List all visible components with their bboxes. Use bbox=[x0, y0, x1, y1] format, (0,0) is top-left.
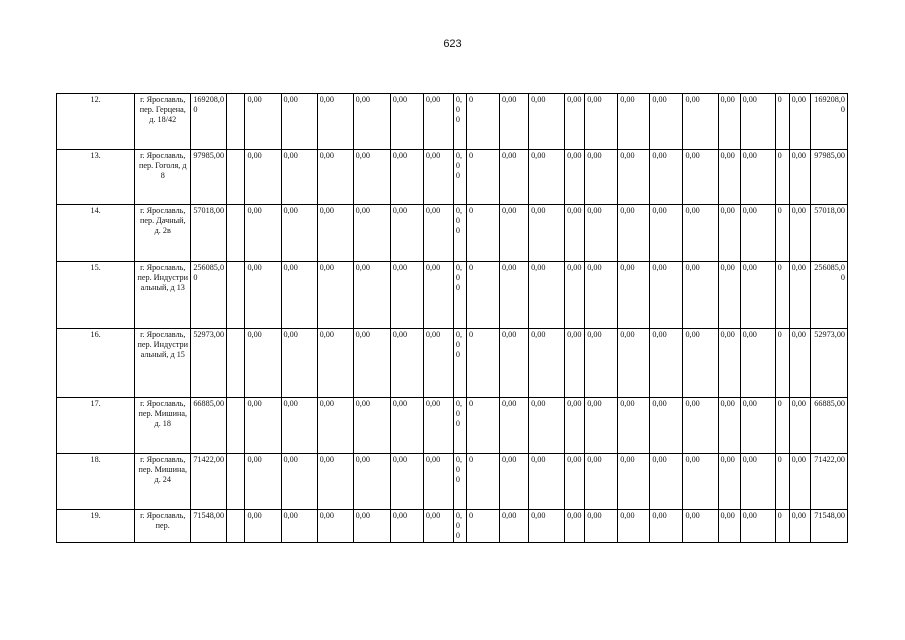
amount-cell: 71422,00 bbox=[191, 454, 227, 510]
zero-value-cell: 0 bbox=[466, 150, 499, 205]
zero-value-cell: 0,00 bbox=[585, 398, 618, 454]
zero-value-cell: 0,00 bbox=[390, 205, 423, 262]
row-number-cell: 18. bbox=[57, 454, 135, 510]
address-cell: г. Ярославль, пер. bbox=[135, 510, 191, 543]
zero-value-cell: 0,00 bbox=[281, 262, 317, 329]
zero-value-cell: 0,00 bbox=[500, 150, 529, 205]
zero-value-cell: 0 bbox=[466, 454, 499, 510]
zero-value-cell: 0,00 bbox=[683, 510, 718, 543]
table-row bbox=[57, 398, 848, 454]
zero-value-cell: 0 bbox=[775, 94, 789, 150]
zero-value-cell: 0,00 bbox=[317, 510, 353, 543]
zero-value-cell: 0,00 bbox=[423, 262, 453, 329]
zero-value-cell: 0,00 bbox=[390, 150, 423, 205]
zero-value-cell: 0,00 bbox=[281, 205, 317, 262]
zero-value-cell: 0,00 bbox=[423, 205, 453, 262]
empty-cell bbox=[227, 510, 245, 543]
zero-value-cell: 0,00 bbox=[281, 454, 317, 510]
zero-value-cell: 0,00 bbox=[453, 262, 466, 329]
zero-value-cell: 0,00 bbox=[585, 454, 618, 510]
total-cell: 71422,00 bbox=[810, 454, 847, 510]
zero-value-cell: 0,00 bbox=[565, 510, 585, 543]
zero-value-cell: 0 bbox=[775, 150, 789, 205]
zero-value-cell: 0,00 bbox=[245, 205, 281, 262]
zero-value-cell: 0,00 bbox=[718, 94, 740, 150]
zero-value-cell: 0,00 bbox=[740, 329, 775, 398]
zero-value-cell: 0 bbox=[466, 205, 499, 262]
zero-value-cell: 0,00 bbox=[317, 205, 353, 262]
zero-value-cell: 0,00 bbox=[650, 262, 683, 329]
zero-value-cell: 0,00 bbox=[453, 205, 466, 262]
empty-cell bbox=[227, 262, 245, 329]
zero-value-cell: 0,00 bbox=[650, 398, 683, 454]
zero-value-cell: 0,00 bbox=[650, 205, 683, 262]
zero-value-cell: 0 bbox=[775, 510, 789, 543]
table-row bbox=[57, 510, 848, 543]
table-row bbox=[57, 94, 848, 150]
zero-value-cell: 0,00 bbox=[453, 510, 466, 543]
zero-value-cell: 0,00 bbox=[683, 454, 718, 510]
zero-value-cell: 0 bbox=[775, 454, 789, 510]
empty-cell bbox=[227, 329, 245, 398]
total-cell: 57018,00 bbox=[810, 205, 847, 262]
zero-value-cell: 0,00 bbox=[718, 205, 740, 262]
zero-value-cell: 0 bbox=[466, 329, 499, 398]
zero-value-cell: 0,00 bbox=[317, 262, 353, 329]
zero-value-cell: 0,00 bbox=[353, 329, 390, 398]
total-cell: 169208,00 bbox=[810, 94, 847, 150]
address-cell: г. Ярославль, пер. Герцена, д. 18/42 bbox=[135, 94, 191, 150]
zero-value-cell: 0,00 bbox=[789, 262, 810, 329]
row-number-cell: 14. bbox=[57, 205, 135, 262]
zero-value-cell: 0,00 bbox=[718, 329, 740, 398]
zero-value-cell: 0,00 bbox=[281, 398, 317, 454]
zero-value-cell: 0,00 bbox=[585, 94, 618, 150]
amount-cell: 66885,00 bbox=[191, 398, 227, 454]
zero-value-cell: 0,00 bbox=[585, 510, 618, 543]
zero-value-cell: 0,00 bbox=[317, 329, 353, 398]
zero-value-cell: 0,00 bbox=[353, 150, 390, 205]
zero-value-cell: 0,00 bbox=[500, 94, 529, 150]
zero-value-cell: 0,00 bbox=[618, 329, 650, 398]
zero-value-cell: 0,00 bbox=[565, 205, 585, 262]
zero-value-cell: 0,00 bbox=[453, 150, 466, 205]
address-cell: г. Ярославль, пер. Индустриальный, д 15 bbox=[135, 329, 191, 398]
zero-value-cell: 0,00 bbox=[353, 454, 390, 510]
zero-value-cell: 0,00 bbox=[529, 205, 565, 262]
zero-value-cell: 0,00 bbox=[650, 150, 683, 205]
zero-value-cell: 0,00 bbox=[618, 150, 650, 205]
zero-value-cell: 0,00 bbox=[618, 398, 650, 454]
zero-value-cell: 0,00 bbox=[585, 329, 618, 398]
total-cell: 71548,00 bbox=[810, 510, 847, 543]
zero-value-cell: 0,00 bbox=[565, 94, 585, 150]
zero-value-cell: 0,00 bbox=[423, 329, 453, 398]
zero-value-cell: 0,00 bbox=[618, 205, 650, 262]
empty-cell bbox=[227, 150, 245, 205]
zero-value-cell: 0,00 bbox=[245, 94, 281, 150]
zero-value-cell: 0,00 bbox=[317, 94, 353, 150]
zero-value-cell: 0,00 bbox=[529, 262, 565, 329]
zero-value-cell: 0,00 bbox=[245, 150, 281, 205]
zero-value-cell: 0,00 bbox=[740, 262, 775, 329]
zero-value-cell: 0,00 bbox=[423, 150, 453, 205]
zero-value-cell: 0,00 bbox=[353, 205, 390, 262]
zero-value-cell: 0 bbox=[775, 262, 789, 329]
zero-value-cell: 0,00 bbox=[423, 454, 453, 510]
zero-value-cell: 0,00 bbox=[245, 398, 281, 454]
zero-value-cell: 0,00 bbox=[740, 150, 775, 205]
amount-cell: 169208,00 bbox=[191, 94, 227, 150]
zero-value-cell: 0,00 bbox=[789, 454, 810, 510]
zero-value-cell: 0,00 bbox=[618, 262, 650, 329]
zero-value-cell: 0,00 bbox=[423, 94, 453, 150]
zero-value-cell: 0 bbox=[466, 262, 499, 329]
zero-value-cell: 0,00 bbox=[390, 94, 423, 150]
zero-value-cell: 0,00 bbox=[618, 94, 650, 150]
total-cell: 66885,00 bbox=[810, 398, 847, 454]
amount-cell: 256085,00 bbox=[191, 262, 227, 329]
zero-value-cell: 0,00 bbox=[789, 205, 810, 262]
table-body bbox=[57, 94, 848, 543]
address-cell: г. Ярославль, пер. Дачный, д. 2в bbox=[135, 205, 191, 262]
zero-value-cell: 0,00 bbox=[317, 150, 353, 205]
zero-value-cell: 0,00 bbox=[500, 510, 529, 543]
zero-value-cell: 0 bbox=[466, 398, 499, 454]
zero-value-cell: 0,00 bbox=[353, 510, 390, 543]
zero-value-cell: 0,00 bbox=[353, 262, 390, 329]
row-number-cell: 15. bbox=[57, 262, 135, 329]
table-row bbox=[57, 329, 848, 398]
zero-value-cell: 0,00 bbox=[529, 329, 565, 398]
amount-cell: 57018,00 bbox=[191, 205, 227, 262]
zero-value-cell: 0,00 bbox=[529, 454, 565, 510]
zero-value-cell: 0,00 bbox=[529, 150, 565, 205]
table-row bbox=[57, 262, 848, 329]
total-cell: 256085,00 bbox=[810, 262, 847, 329]
table-row bbox=[57, 150, 848, 205]
zero-value-cell: 0,00 bbox=[740, 94, 775, 150]
zero-value-cell: 0,00 bbox=[740, 510, 775, 543]
zero-value-cell: 0,00 bbox=[585, 205, 618, 262]
zero-value-cell: 0,00 bbox=[789, 510, 810, 543]
zero-value-cell: 0,00 bbox=[789, 398, 810, 454]
zero-value-cell: 0,00 bbox=[618, 454, 650, 510]
zero-value-cell: 0,00 bbox=[718, 510, 740, 543]
zero-value-cell: 0 bbox=[466, 510, 499, 543]
zero-value-cell: 0,00 bbox=[718, 262, 740, 329]
zero-value-cell: 0,00 bbox=[390, 329, 423, 398]
row-number-cell: 12. bbox=[57, 94, 135, 150]
zero-value-cell: 0,00 bbox=[650, 94, 683, 150]
row-number-cell: 16. bbox=[57, 329, 135, 398]
zero-value-cell: 0,00 bbox=[565, 454, 585, 510]
zero-value-cell: 0,00 bbox=[423, 398, 453, 454]
zero-value-cell: 0,00 bbox=[390, 454, 423, 510]
zero-value-cell: 0,00 bbox=[500, 454, 529, 510]
zero-value-cell: 0,00 bbox=[500, 398, 529, 454]
amount-cell: 97985,00 bbox=[191, 150, 227, 205]
zero-value-cell: 0,00 bbox=[281, 510, 317, 543]
zero-value-cell: 0,00 bbox=[650, 454, 683, 510]
zero-value-cell: 0,00 bbox=[317, 454, 353, 510]
page-number: 623 bbox=[443, 38, 462, 50]
row-number-cell: 13. bbox=[57, 150, 135, 205]
zero-value-cell: 0,00 bbox=[281, 150, 317, 205]
zero-value-cell: 0,00 bbox=[565, 329, 585, 398]
zero-value-cell: 0,00 bbox=[789, 94, 810, 150]
zero-value-cell: 0,00 bbox=[281, 329, 317, 398]
zero-value-cell: 0,00 bbox=[740, 205, 775, 262]
zero-value-cell: 0,00 bbox=[453, 454, 466, 510]
zero-value-cell: 0,00 bbox=[353, 94, 390, 150]
zero-value-cell: 0,00 bbox=[718, 454, 740, 510]
total-cell: 52973,00 bbox=[810, 329, 847, 398]
zero-value-cell: 0,00 bbox=[789, 329, 810, 398]
zero-value-cell: 0,00 bbox=[245, 454, 281, 510]
zero-value-cell: 0,00 bbox=[390, 510, 423, 543]
empty-cell bbox=[227, 398, 245, 454]
empty-cell bbox=[227, 205, 245, 262]
zero-value-cell: 0,00 bbox=[390, 398, 423, 454]
empty-cell bbox=[227, 454, 245, 510]
zero-value-cell: 0,00 bbox=[618, 510, 650, 543]
zero-value-cell: 0,00 bbox=[500, 262, 529, 329]
zero-value-cell: 0,00 bbox=[500, 329, 529, 398]
row-number-cell: 19. bbox=[57, 510, 135, 543]
address-cell: г. Ярославль, пер. Гоголя, д 8 bbox=[135, 150, 191, 205]
data-table bbox=[56, 93, 848, 543]
zero-value-cell: 0,00 bbox=[718, 398, 740, 454]
zero-value-cell: 0 bbox=[775, 205, 789, 262]
zero-value-cell: 0,00 bbox=[650, 510, 683, 543]
zero-value-cell: 0,00 bbox=[529, 510, 565, 543]
zero-value-cell: 0,00 bbox=[245, 510, 281, 543]
zero-value-cell: 0,00 bbox=[683, 329, 718, 398]
zero-value-cell: 0,00 bbox=[317, 398, 353, 454]
zero-value-cell: 0,00 bbox=[453, 329, 466, 398]
zero-value-cell: 0,00 bbox=[565, 150, 585, 205]
zero-value-cell: 0,00 bbox=[390, 262, 423, 329]
zero-value-cell: 0,00 bbox=[683, 398, 718, 454]
address-cell: г. Ярославль, пер. Индустриальный, д 13 bbox=[135, 262, 191, 329]
zero-value-cell: 0,00 bbox=[740, 398, 775, 454]
zero-value-cell: 0,00 bbox=[453, 398, 466, 454]
zero-value-cell: 0 bbox=[775, 398, 789, 454]
amount-cell: 52973,00 bbox=[191, 329, 227, 398]
zero-value-cell: 0,00 bbox=[740, 454, 775, 510]
zero-value-cell: 0,00 bbox=[585, 262, 618, 329]
zero-value-cell: 0,00 bbox=[789, 150, 810, 205]
zero-value-cell: 0,00 bbox=[683, 150, 718, 205]
empty-cell bbox=[227, 94, 245, 150]
zero-value-cell: 0,00 bbox=[683, 205, 718, 262]
zero-value-cell: 0,00 bbox=[683, 94, 718, 150]
zero-value-cell: 0,00 bbox=[245, 329, 281, 398]
address-cell: г. Ярославль, пер. Мишина, д. 18 bbox=[135, 398, 191, 454]
zero-value-cell: 0,00 bbox=[423, 510, 453, 543]
amount-cell: 71548,00 bbox=[191, 510, 227, 543]
zero-value-cell: 0,00 bbox=[565, 262, 585, 329]
zero-value-cell: 0,00 bbox=[529, 94, 565, 150]
zero-value-cell: 0 bbox=[775, 329, 789, 398]
zero-value-cell: 0,00 bbox=[281, 94, 317, 150]
zero-value-cell: 0,00 bbox=[245, 262, 281, 329]
zero-value-cell: 0,00 bbox=[650, 329, 683, 398]
row-number-cell: 17. bbox=[57, 398, 135, 454]
zero-value-cell: 0,00 bbox=[353, 398, 390, 454]
table-row bbox=[57, 205, 848, 262]
zero-value-cell: 0,00 bbox=[718, 150, 740, 205]
zero-value-cell: 0,00 bbox=[683, 262, 718, 329]
total-cell: 97985,00 bbox=[810, 150, 847, 205]
zero-value-cell: 0,00 bbox=[565, 398, 585, 454]
zero-value-cell: 0,00 bbox=[529, 398, 565, 454]
zero-value-cell: 0,00 bbox=[453, 94, 466, 150]
table-row bbox=[57, 454, 848, 510]
zero-value-cell: 0,00 bbox=[500, 205, 529, 262]
zero-value-cell: 0 bbox=[466, 94, 499, 150]
address-cell: г. Ярославль, пер. Мишина, д. 24 bbox=[135, 454, 191, 510]
zero-value-cell: 0,00 bbox=[585, 150, 618, 205]
